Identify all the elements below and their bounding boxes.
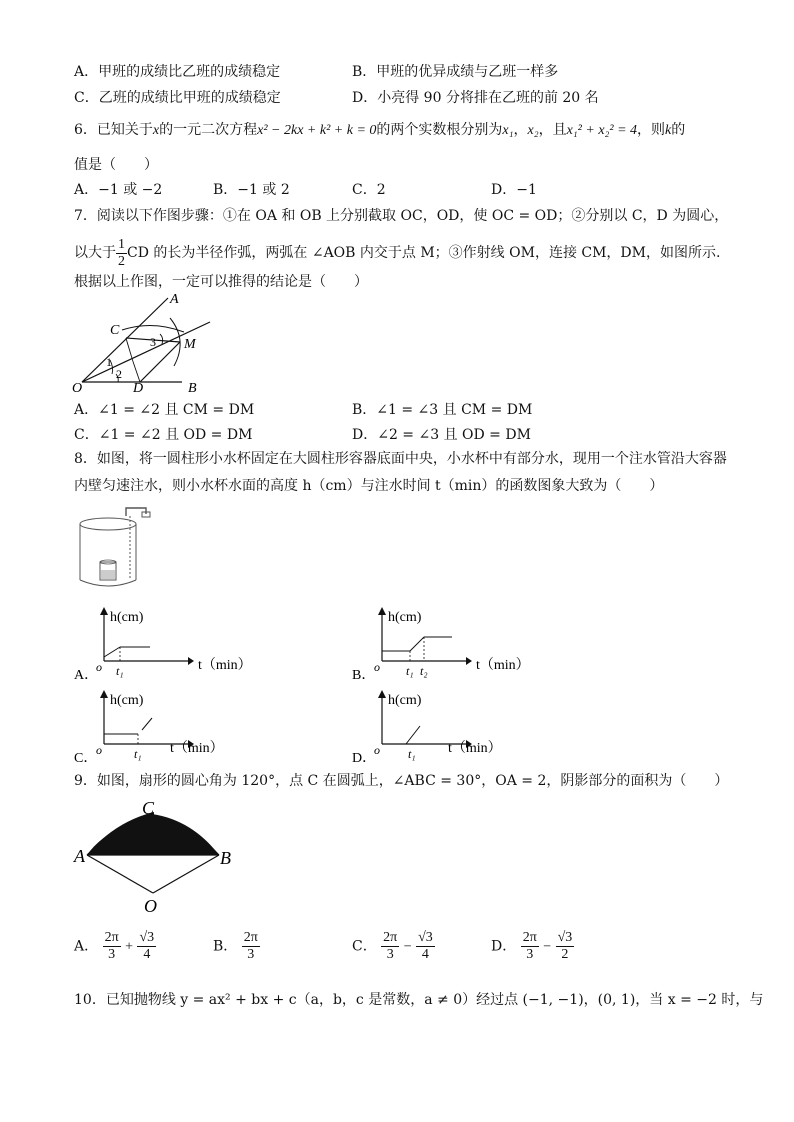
q5-option-c: C．乙班的成绩比甲班的成绩稳定	[74, 90, 281, 106]
q9-label-c: C	[142, 798, 155, 818]
q5-option-b: B．甲班的优异成绩与乙班一样多	[352, 64, 559, 80]
q6-text: 的一元二次方程	[159, 122, 258, 138]
q7-stem-line1: 7．阅读以下作图步骤：①在 OA 和 OB 上分别截取 OC，OD，使 OC = OD；②分别以 C，D 为圆心，	[74, 208, 729, 224]
q6-text: ，	[513, 122, 528, 138]
q5-option-d: D．小亮得 90 分将排在乙班的前 20 名	[352, 90, 599, 106]
q8-graph-a-xlabel: t（min）	[198, 658, 252, 673]
q7-angle-1: 1	[106, 355, 112, 369]
q6-text: ，且	[538, 122, 567, 138]
q7-label-a: A	[170, 292, 179, 307]
q6-option-d: D．−1	[491, 182, 537, 198]
q8-stem-line1: 8．如图，将一圆柱形小水杯固定在大圆柱形容器底面中央，小水杯中有部分水，现用一个注水管沿大容器	[74, 451, 727, 467]
q7-label-c: C	[110, 323, 120, 338]
q7-option-a: A．∠1 = ∠2 且 CM = DM	[74, 402, 255, 418]
q7-angle-bisector-figure	[70, 290, 220, 395]
q8-graph-b-t2: t₂	[420, 664, 428, 678]
q8-graph-d-ylabel: h(cm)	[388, 693, 422, 708]
q8-graph-b-xlabel: t（min）	[476, 658, 530, 673]
q9-label-o: O	[144, 896, 157, 916]
q6-option-c: C．2	[352, 182, 386, 198]
q7-text: 以大于	[74, 245, 116, 261]
q6-equation: x² − 2kx + k² + k = 0	[257, 123, 377, 138]
q9-label-a: A	[74, 846, 85, 866]
q9-option-b-letter: B．	[213, 938, 238, 955]
q9-option-d: D． $\frac{2\pi}{3}$ − $\frac{√3}{2}$	[491, 930, 573, 962]
q8-graph-c-letter: C．	[74, 751, 98, 766]
q8-graph-a-letter: A．	[74, 668, 99, 683]
q6-option-b: B．−1 或 2	[213, 182, 290, 198]
q8-graph-d-t1: t₁	[408, 747, 416, 761]
q6-condition: x₁² + x₂² = 4	[566, 123, 638, 138]
q7-stem-line2	[74, 236, 720, 270]
q8-graph-c-t1: t₁	[134, 747, 142, 761]
q9-option-b: B． $\frac{2\pi}{3}$	[213, 930, 258, 962]
q6-stem-line1	[74, 120, 685, 141]
q10-stem-line1: 10．已知抛物线 y = ax² + bx + c（a，b，c 是常数，a ≠ 0）经过点 (−1, −1)，(0, 1)，当 x = −2 时，与	[74, 992, 764, 1008]
q9-stem-line1: 9．如图，扇形的圆心角为 120°，点 C 在圆弧上，∠ABC = 30°，OA = 2，阴影部分的面积为（ ）	[74, 773, 729, 789]
q7-label-d: D	[133, 381, 144, 396]
q8-graph-b-letter: B．	[352, 668, 376, 683]
q7-angle-3: 3	[150, 335, 156, 349]
q8-graph-d-letter: D．	[352, 751, 377, 766]
q8-graph-c-xlabel: t（min）	[170, 741, 224, 756]
q6-var-k: k	[665, 123, 672, 138]
q8-graph-b-origin: o	[374, 660, 380, 674]
q6-root-x1: x₁	[502, 123, 514, 138]
q7-stem-line3: 根据以上作图，一定可以推得的结论是（ ）	[74, 274, 368, 290]
q7-text: CD 的长为半径作弧，两弧在 ∠AOB 内交于点 M；③作射线 OM，连接 CM，DM，如图所示.	[127, 245, 721, 261]
q7-label-o: O	[72, 381, 83, 396]
q9-option-a: A． $\frac{2\pi}{3}$ + $\frac{√3}{4}$	[74, 930, 155, 962]
q8-graph-d-origin: o	[374, 743, 380, 757]
q8-graph-a	[74, 605, 274, 685]
q8-graph-c	[74, 688, 274, 768]
q8-graph-a-t1: t₁	[116, 664, 124, 678]
q9-option-c-letter: C．	[352, 938, 377, 955]
q6-text: 的	[671, 122, 686, 138]
q6-var-x: x	[152, 123, 160, 138]
q8-graph-d-xlabel: t（min）	[448, 741, 502, 756]
q8-graph-a-ylabel: h(cm)	[110, 610, 144, 625]
q7-fraction-half: $\frac{1}{2}$	[118, 236, 125, 269]
q7-label-b: B	[188, 381, 197, 396]
q6-root-x2: x₂	[527, 123, 539, 138]
q7-option-b: B．∠1 = ∠3 且 CM = DM	[352, 402, 533, 418]
q7-option-c: C．∠1 = ∠2 且 OD = DM	[74, 427, 253, 443]
q9-label-b: B	[220, 848, 231, 868]
q8-graph-a-origin: o	[96, 660, 102, 674]
q5-option-a: A．甲班的成绩比乙班的成绩稳定	[74, 64, 281, 80]
q9-option-d-letter: D．	[491, 938, 517, 955]
q6-text: 6．已知关于	[74, 122, 153, 138]
q6-text: 的两个实数根分别为	[376, 122, 503, 138]
q8-graph-c-ylabel: h(cm)	[110, 693, 144, 708]
q6-stem-line2: 值是（ ）	[74, 157, 158, 173]
q8-graph-d	[352, 688, 552, 768]
q6-text: ，则	[637, 122, 666, 138]
q8-container-figure	[76, 502, 160, 594]
q9-option-a-letter: A．	[74, 938, 99, 955]
q7-label-m: M	[184, 337, 196, 352]
q8-graph-c-origin: o	[96, 743, 102, 757]
q8-graph-b-ylabel: h(cm)	[388, 610, 422, 625]
q7-angle-2: 2	[116, 367, 122, 381]
q9-option-c: C． $\frac{2\pi}{3}$ − $\frac{√3}{4}$	[352, 930, 433, 962]
q6-option-a: A．−1 或 −2	[74, 182, 163, 198]
q8-graph-b	[352, 605, 552, 685]
q8-graph-b-t1: t₁	[406, 664, 414, 678]
q8-stem-line2: 内壁匀速注水，则小水杯水面的高度 h（cm）与注水时间 t（min）的函数图象大致为（ ）	[74, 478, 664, 494]
q9-sector-figure	[74, 798, 244, 916]
q7-option-d: D．∠2 = ∠3 且 OD = DM	[352, 427, 531, 443]
